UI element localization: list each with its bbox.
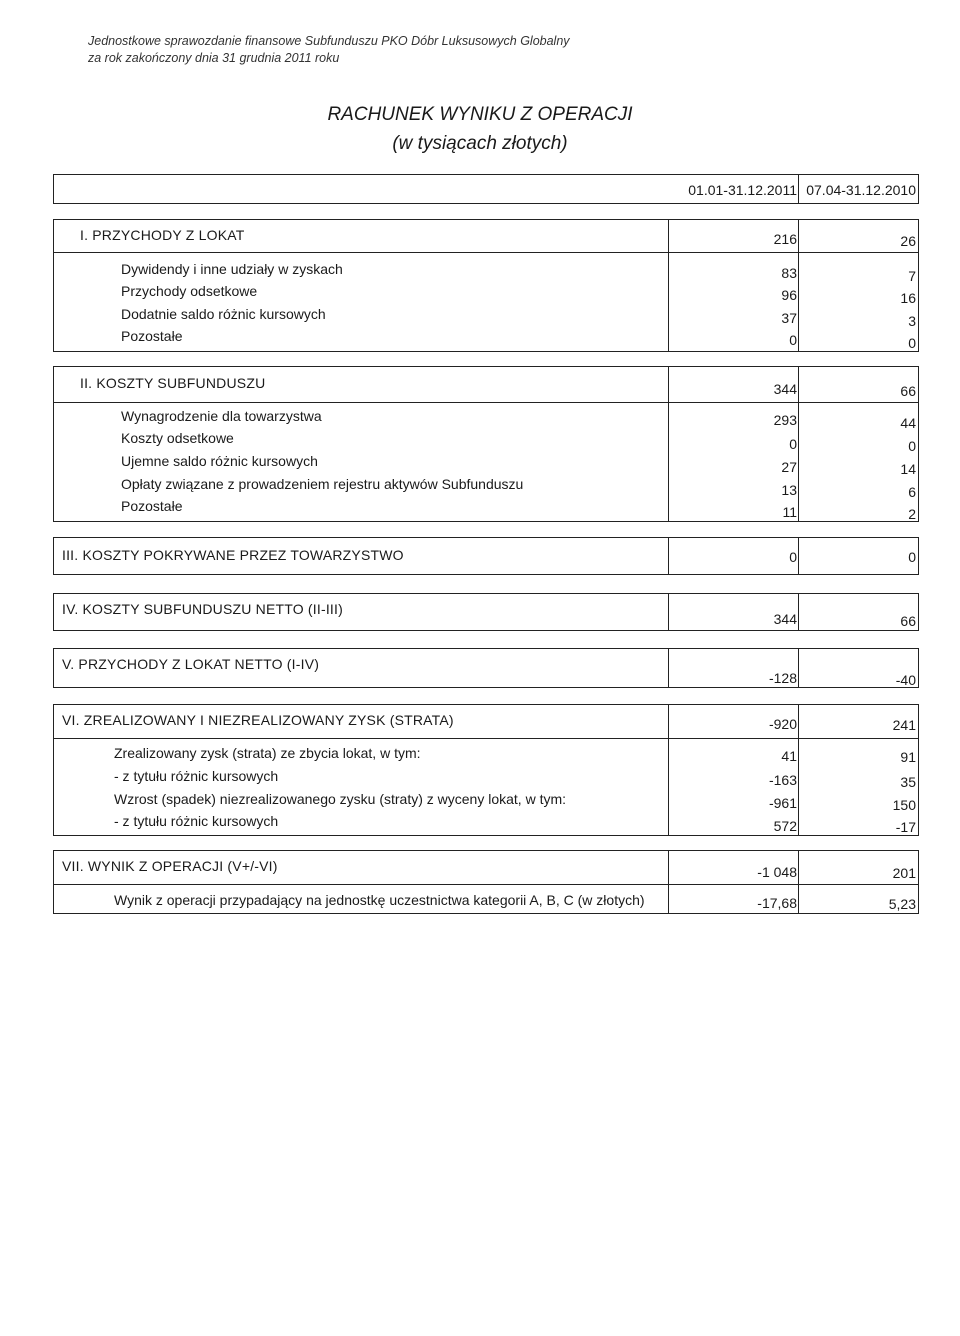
value-2010: 2 (908, 506, 916, 522)
column-header-2011: 01.01-31.12.2011 (688, 182, 797, 198)
value-2010: 26 (900, 233, 916, 249)
value-2010: 7 (908, 268, 916, 284)
value-2011: 572 (773, 818, 797, 834)
value-2010: 3 (908, 313, 916, 329)
column-divider (798, 366, 799, 522)
value-2010: 150 (892, 797, 916, 813)
value-2011: 41 (781, 748, 797, 764)
column-divider (668, 704, 669, 836)
column-header-box (53, 174, 919, 204)
column-divider (668, 366, 669, 522)
row-label: Opłaty związane z prowadzeniem rejestru aktywów Subfunduszu (121, 476, 524, 492)
value-2010: 241 (892, 717, 916, 733)
value-2010: 66 (900, 383, 916, 399)
section-zysk-strata (53, 704, 919, 836)
value-2010: -40 (895, 672, 916, 688)
row-label: Wynagrodzenie dla towarzystwa (121, 408, 322, 424)
row-label: - z tytułu różnic kursowych (114, 768, 279, 784)
section-title: IV. KOSZTY SUBFUNDUSZU NETTO (II-III) (62, 601, 343, 617)
value-2011: 11 (782, 504, 797, 520)
value-2010: 5,23 (888, 896, 916, 912)
value-2010: 66 (900, 613, 916, 629)
column-divider (668, 593, 669, 631)
report-title: RACHUNEK WYNIKU Z OPERACJI (327, 104, 633, 125)
row-label: Dodatnie saldo różnic kursowych (121, 306, 326, 322)
value-2011: 344 (773, 381, 797, 397)
value-2010: 0 (908, 549, 916, 565)
value-2010: 14 (900, 461, 916, 477)
row-label: Pozostałe (121, 498, 183, 514)
value-2010: 91 (900, 749, 916, 765)
value-2011: 96 (781, 287, 797, 303)
row-label: Wynik z operacji przypadający na jednostkę uczestnictwa kategorii A, B, C (w złotych) (114, 892, 645, 908)
column-divider (668, 537, 669, 575)
column-divider (798, 219, 799, 352)
value-2011: -163 (768, 772, 797, 788)
value-2011: -128 (768, 670, 797, 686)
value-2011: -1 048 (757, 864, 797, 880)
header-line-1: Jednostkowe sprawozdanie finansowe Subfunduszu PKO Dóbr Luksusowych Globalny (88, 34, 570, 48)
value-2011: -17,68 (757, 895, 797, 911)
section-title: V. PRZYCHODY Z LOKAT NETTO (I-IV) (62, 656, 320, 672)
row-label: Pozostałe (121, 328, 183, 344)
section-przychody-z-lokat (53, 219, 919, 352)
value-2011: 27 (781, 459, 797, 475)
value-2011: 0 (789, 332, 797, 348)
column-divider (798, 593, 799, 631)
section-koszty-subfunduszu (53, 366, 919, 522)
section-title: II. KOSZTY SUBFUNDUSZU (80, 375, 266, 391)
section-title: VI. ZREALIZOWANY I NIEZREALIZOWANY ZYSK (STRATA) (62, 712, 454, 728)
section-wynik-z-operacji (53, 850, 919, 914)
section-divider (54, 738, 918, 739)
section-koszty-pokrywane (53, 537, 919, 575)
value-2010: 0 (908, 335, 916, 351)
section-divider (54, 402, 918, 403)
column-divider (668, 219, 669, 352)
column-divider (668, 648, 669, 688)
section-koszty-netto (53, 593, 919, 631)
value-2011: 0 (789, 549, 797, 565)
column-divider (798, 537, 799, 575)
section-title: III. KOSZTY POKRYWANE PRZEZ TOWARZYSTWO (62, 547, 404, 563)
header-line-2: za rok zakończony dnia 31 grudnia 2011 roku (88, 51, 340, 65)
value-2010: 0 (908, 438, 916, 454)
value-2011: 83 (781, 265, 797, 281)
value-2010: 16 (900, 290, 916, 306)
value-2011: -920 (768, 716, 797, 732)
value-2010: -17 (895, 819, 916, 835)
value-2011: 0 (789, 436, 797, 452)
column-divider (798, 850, 799, 914)
column-divider (668, 850, 669, 914)
column-divider (798, 174, 799, 204)
value-2011: -961 (768, 795, 797, 811)
row-label: Przychody odsetkowe (121, 283, 258, 299)
value-2010: 35 (900, 774, 916, 790)
section-divider (54, 252, 918, 253)
row-label: - z tytułu różnic kursowych (114, 813, 279, 829)
value-2011: 37 (781, 310, 797, 326)
report-subtitle: (w tysiącach złotych) (392, 133, 568, 154)
column-header-2010: 07.04-31.12.2010 (806, 182, 916, 198)
value-2010: 201 (892, 865, 916, 881)
column-divider (798, 704, 799, 836)
row-label: Dywidendy i inne udziały w zyskach (121, 261, 343, 277)
section-divider (54, 884, 918, 885)
section-title: I. PRZYCHODY Z LOKAT (80, 227, 245, 243)
value-2010: 6 (908, 484, 916, 500)
row-label: Zrealizowany zysk (strata) ze zbycia lokat, w tym: (114, 745, 421, 761)
section-title: VII. WYNIK Z OPERACJI (V+/-VI) (62, 858, 278, 874)
row-label: Ujemne saldo różnic kursowych (121, 453, 318, 469)
value-2011: 13 (781, 482, 797, 498)
value-2011: 293 (773, 412, 797, 428)
value-2010: 44 (900, 415, 916, 431)
value-2011: 344 (773, 611, 797, 627)
column-divider (798, 648, 799, 688)
section-przychody-netto (53, 648, 919, 688)
value-2011: 216 (773, 231, 797, 247)
row-label: Koszty odsetkowe (121, 430, 234, 446)
row-label: Wzrost (spadek) niezrealizowanego zysku (straty) z wyceny lokat, w tym: (114, 791, 567, 807)
